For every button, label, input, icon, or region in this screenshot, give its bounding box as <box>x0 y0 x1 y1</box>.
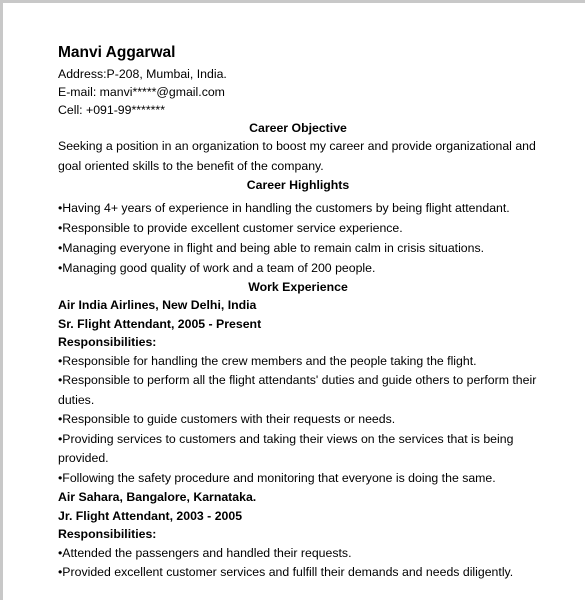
career-objective-text: Seeking a position in an organization to boost my career and provide organizational and goal oriented skills to the benefit of the company. <box>58 139 536 173</box>
list-item: •Responsible for handling the crew members and the people taking the flight. <box>58 353 477 368</box>
job-entry <box>58 296 538 488</box>
list-item: •Following the safety procedure and monitoring that everyone is doing the same. <box>58 470 496 485</box>
email-line: E-mail: manvi*****@gmail.com <box>58 85 225 99</box>
career-highlights-heading: Career Highlights <box>246 178 350 192</box>
list-item: •Providing services to customers and taking their views on the services that is being provided. <box>58 431 514 465</box>
list-item: •Having 4+ years of experience in handling the customers by being flight attendant. <box>58 201 510 215</box>
cell-line: Cell: +091-99******* <box>58 103 165 117</box>
resume-content <box>58 43 538 583</box>
list-item: •Managing everyone in flight and being able to remain calm in crisis situations. <box>58 241 485 255</box>
candidate-name: Manvi Aggarwal <box>58 44 176 61</box>
list-item: •Responsible to provide excellent customer service experience. <box>58 221 403 235</box>
job-entry <box>58 488 538 583</box>
work-experience-heading: Work Experience <box>248 280 348 294</box>
responsibilities-label: Responsibilities: <box>58 527 157 541</box>
job-title: Sr. Flight Attendant, 2005 - Present <box>58 316 262 331</box>
career-highlights-list <box>58 198 538 278</box>
employer-name: Air India Airlines, New Delhi, India <box>58 298 257 312</box>
address-line: Address:P-208, Mumbai, India. <box>58 67 227 81</box>
job-title: Jr. Flight Attendant, 2003 - 2005 <box>58 508 243 523</box>
list-item: •Responsible to guide customers with their requests or needs. <box>58 412 396 426</box>
career-objective-heading: Career Objective <box>249 121 347 135</box>
list-item: •Attended the passengers and handled their requests. <box>58 545 352 560</box>
list-item: •Provided excellent customer services and fulfill their demands and needs diligently. <box>58 565 514 579</box>
responsibilities-label: Responsibilities: <box>58 335 157 349</box>
list-item: •Managing good quality of work and a team of 200 people. <box>58 261 376 275</box>
employer-name: Air Sahara, Bangalore, Karnataka. <box>58 490 257 504</box>
list-item: •Responsible to perform all the flight attendants' duties and guide others to perform their duties. <box>58 373 537 407</box>
